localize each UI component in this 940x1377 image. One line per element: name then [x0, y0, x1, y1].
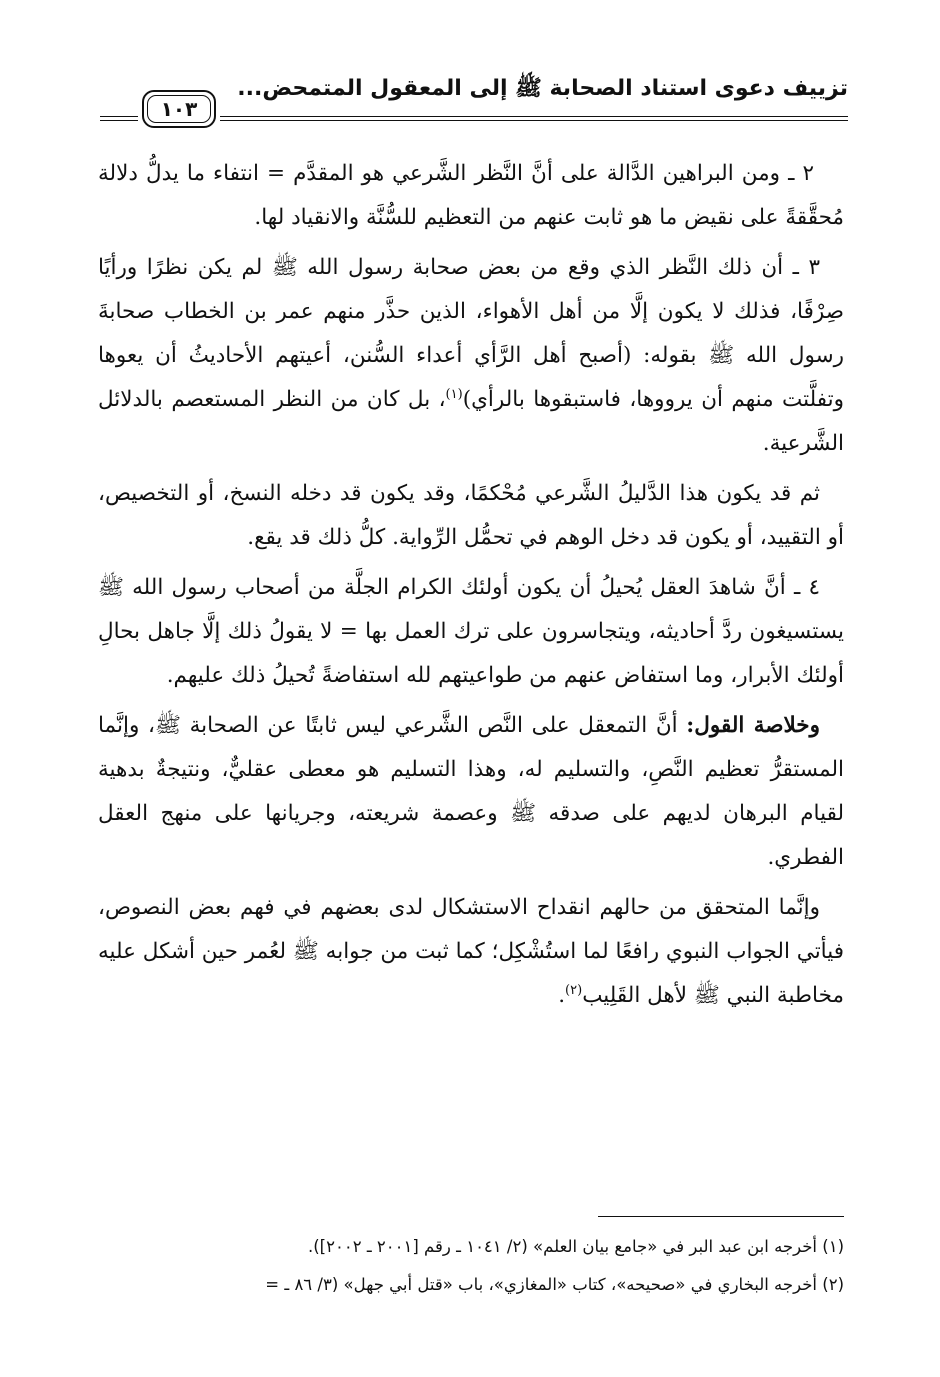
- page-number: ١٠٣: [160, 97, 198, 121]
- paragraph-text: .: [558, 983, 566, 1008]
- page-number-frame: [142, 90, 216, 128]
- paragraph-final: [98, 886, 844, 1018]
- running-title: تزييف دعوى استناد الصحابة ﷺ إلى المعقول المتمحض...: [237, 76, 848, 101]
- paragraph-point-3: [98, 246, 844, 466]
- footnotes: [94, 1228, 844, 1304]
- paragraph-narration: ثم قد يكون هذا الدَّليلُ الشَّرعي مُحْكمًا، وقد يكون قد دخله النسخ، أو التخصيص، أو التقييد، أو يكون قد دخل الوهم في تحمُّل الرِّواية. كلُّ ذلك قد يقع.: [98, 481, 844, 550]
- footnote-2: (٢) أخرجه البخاري في «صحيحه»، كتاب «المغازي»، باب «قتل أبي جهل» (٣/ ٨٦ ـ =: [265, 1275, 844, 1294]
- paragraph-point-4: ٤ ـ أنَّ شاهدَ العقل يُحيلُ أن يكون أولئك الكرام الجلَّة من أصحاب رسول الله ﷺ يستسيغون ردَّ أحاديثه، ويتجاسرون على ترك العمل بها = لا يقولُ ذلك إلَّا جاهل بحالِ أولئك الأبرار، وما استفاض عنهم من طواعيتهم لله استفاضةً تُحيلُ ذلك عليهم.: [98, 575, 844, 688]
- conclusion-lead: وخلاصة القول:: [686, 713, 820, 738]
- footnote-ref-1[interactable]: (١): [445, 386, 463, 402]
- header-rule-left: [100, 120, 138, 121]
- footnote-ref-2[interactable]: (٢): [565, 982, 583, 998]
- paragraph-text: وإنَّما المتحقق من حالهم انقداح الاستشكال لدى بعضهم في فهم بعض النصوص، فيأتي الجواب النبوي رافعًا لما استُشْكِل؛ كما ثبت من جوابه ﷺ لعُمر حين أشكل عليه مخاطبة النبي ﷺ لأهل القَلِيب: [98, 895, 844, 1008]
- paragraph-conclusion: [98, 704, 844, 880]
- header-rule: [220, 116, 848, 117]
- header-rule-left: [100, 116, 138, 117]
- main-text: [98, 152, 844, 1024]
- footnote-separator: [598, 1216, 844, 1217]
- header-rule: [220, 120, 848, 121]
- paragraph-text: ٣ ـ أن ذلك النَّظر الذي وقع من بعض صحابة رسول الله ﷺ لم يكن نظرًا ورأيًا صِرْفًا، فذلك لا يكون إلَّا من أهل الأهواء، الذين حذَّر منهم عمر بن الخطاب صحابةَ رسول الله ﷺ بقوله: (أصبح أهل الرَّأي أعداء السُّنن، أعيتهم الأحاديثُ أن يعوها وتفلَّتت منهم أن يرووها، فاستبقوها بالرأي): [98, 255, 844, 412]
- paragraph-point-2: ٢ ـ ومن البراهين الدَّالة على أنَّ النَّظر الشَّرعي هو المقدَّم = انتفاء ما يدلُّ دلالة مُحقَّقةً على نقيض ما هو ثابت عنهم من التعظيم للسُّنَّة والانقياد لها.: [98, 161, 844, 230]
- page-header: [100, 70, 848, 130]
- footnote-1: (١) أخرجه ابن عبد البر في «جامع بيان العلم» (٢/ ١٠٤١ ـ رقم [٢٠٠١ ـ ٢٠٠٢]).: [308, 1237, 844, 1256]
- paragraph-text: ، بل كان من النظر المستعصم بالدلائل الشَّرعية.: [98, 387, 844, 456]
- paragraph-text: أنَّ التمعقل على النَّص الشَّرعي ليس ثابتًا عن الصحابة ﷺ، وإنَّما المستقرُّ تعظيم النَّصِ، والتسليم له، وهذا التسليم هو معطى عقليٌّ، ونتيجةٌ بدهية لقيام البرهان لديهم على صدقه ﷺ وعصمة شريعته، وجريانها على منهج العقل الفطري.: [98, 713, 844, 870]
